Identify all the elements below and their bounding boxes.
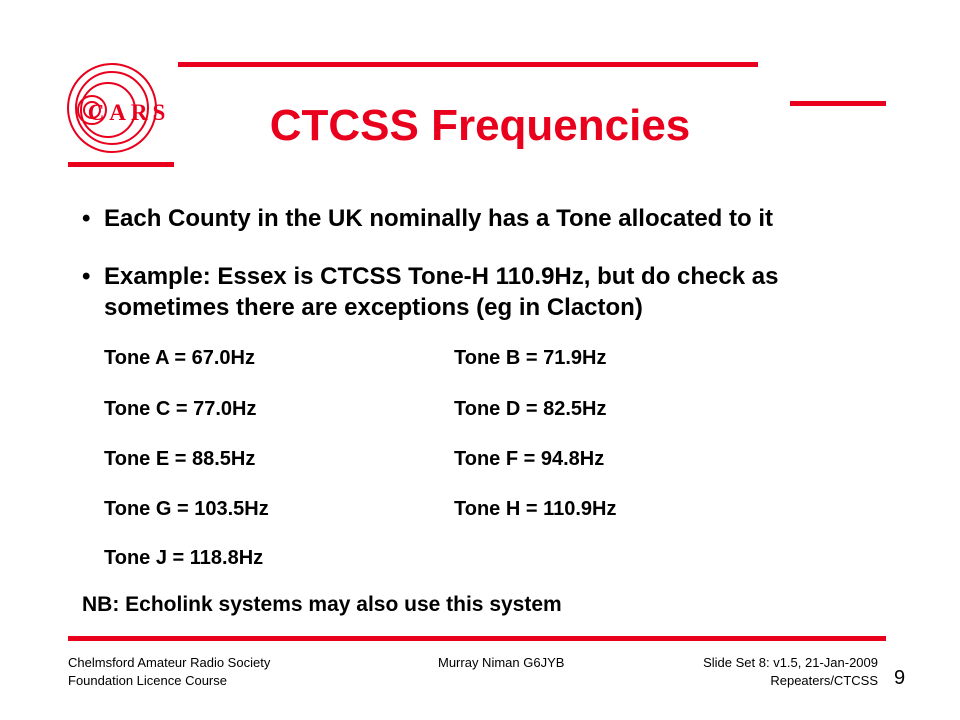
tone-f: Tone F = 94.8Hz <box>454 448 605 470</box>
bullet-dot-icon: • <box>82 263 91 290</box>
slide-title: CTCSS Frequencies <box>269 101 691 150</box>
tone-b: Tone B = 71.9Hz <box>454 347 607 369</box>
bullet-dot-icon: • <box>82 205 91 232</box>
nb-note: NB: Echolink systems may also use this system <box>82 593 562 616</box>
footer-slide-set: Slide Set 8: v1.5, 21-Jan-2009 <box>703 655 878 670</box>
bottom-red-rule <box>68 636 886 641</box>
footer-left <box>68 654 270 690</box>
tone-a: Tone A = 67.0Hz <box>104 347 255 369</box>
tone-c: Tone C = 77.0Hz <box>104 398 257 420</box>
tone-e: Tone E = 88.5Hz <box>104 448 256 470</box>
bullet-item <box>82 261 882 323</box>
tone-j: Tone J = 118.8Hz <box>104 547 264 569</box>
page-number: 9 <box>894 667 906 689</box>
footer-author: Murray Niman G6JYB <box>438 655 565 670</box>
footer-society: Chelmsford Amateur Radio Society <box>68 655 271 670</box>
tone-d: Tone D = 82.5Hz <box>454 398 607 420</box>
footer-topic: Repeaters/CTCSS <box>770 673 878 688</box>
footer-right <box>703 654 878 690</box>
bullet-text: Each County in the UK nominally has a Tone allocated to it <box>104 205 773 232</box>
tone-g: Tone G = 103.5Hz <box>104 498 269 520</box>
bullet-item <box>82 203 882 234</box>
logo-text: CARS <box>87 100 171 125</box>
tone-h: Tone H = 110.9Hz <box>454 498 617 520</box>
top-red-rule <box>178 62 758 67</box>
bullet-text: Example: Essex is CTCSS Tone-H 110.9Hz, but do check as sometimes there are exceptions (eg in Clacton) <box>104 263 779 321</box>
footer-course: Foundation Licence Course <box>68 673 227 688</box>
